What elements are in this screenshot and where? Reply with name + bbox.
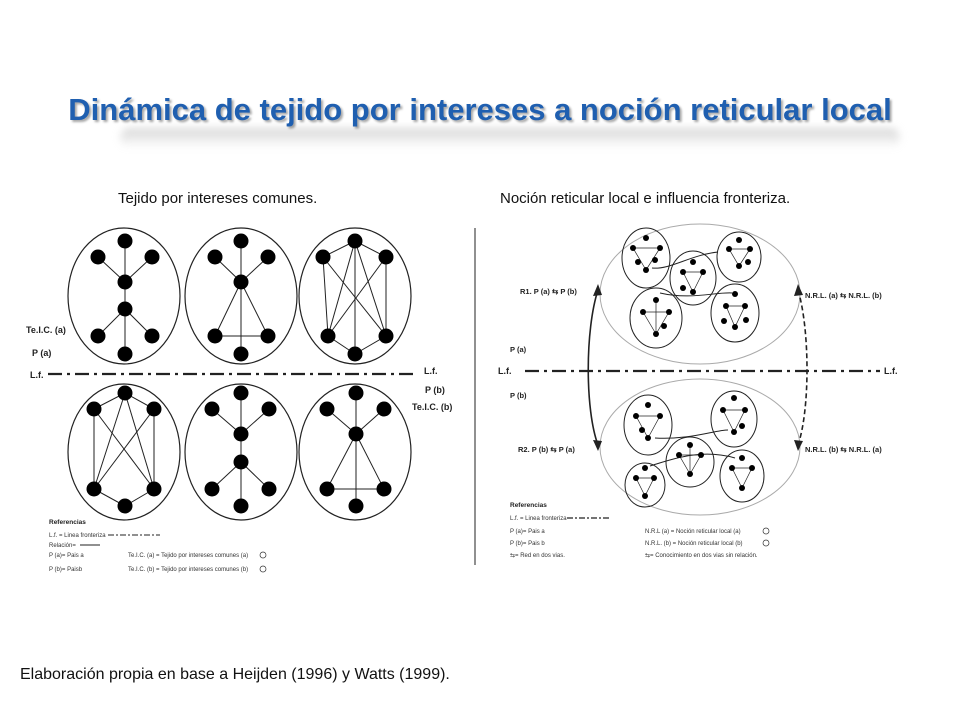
left-network-diagram [48,228,418,520]
left-references [49,519,266,573]
left-label-p-a: P (a) [32,348,52,358]
right-label-r1: R1. P (a) ⇆ P (b) [520,287,577,296]
left-label-lf-right: L.f. [424,366,438,376]
right-ref-line: N.R.L (a) = Noción reticular local (a) [645,529,741,535]
right-label-nrl-bottom: N.R.L. (b) ⇆ N.R.L. (a) [805,445,882,454]
slide-title: Dinámica de tejido por intereses a noción reticular local [68,92,892,127]
right-references-heading: Referencias [510,502,547,509]
left-label-teic-a: Te.I.C. (a) [26,325,66,335]
right-ref-line: ⇆= Red en dos vias. [510,553,565,559]
left-label-p-b: P (b) [425,385,445,395]
left-ref-line: Te.I.C. (b) = Tejido por intereses comunes (b) [128,567,249,573]
right-label-lf-right: L.f. [884,366,898,376]
right-label-lf-left: L.f. [498,366,512,376]
left-ref-line: Te.I.C. (a) = Tejido por intereses comunes (a) [128,553,249,559]
left-ref-line: L.f. = Linea fronteriza [49,533,106,539]
left-ref-line: Relación= [49,543,76,549]
right-ref-line: P (a)= Pais a [510,529,545,535]
right-label-r2: R2. P (b) ⇆ P (a) [518,445,575,454]
left-label-lf-left: L.f. [30,370,44,380]
left-ref-line: P (b)= Paisb [49,567,83,573]
right-ref-line: L.f. = Linea fronteriza [510,516,567,522]
right-subtitle: Noción reticular local e influencia fronteriza. [500,190,791,207]
right-network-diagram [525,224,880,515]
right-label-p-a: P (a) [510,345,527,354]
right-label-nrl-top: N.R.L. (a) ⇆ N.R.L. (b) [805,291,882,300]
source-caption: Elaboración propia en base a Heijden (1996) y Watts (1999). [20,666,450,683]
right-references [510,502,769,559]
left-ref-line: P (a)= Pais a [49,553,84,559]
right-ref-line: ⇆= Conocimiento en dos vias sin relación. [645,553,758,559]
left-label-teic-b: Te.I.C. (b) [412,402,453,412]
right-label-p-b: P (b) [510,391,527,400]
left-references-heading: Referencias [49,519,86,526]
right-nodes [630,235,755,499]
right-ref-line: P (b)= Pais b [510,541,545,547]
left-subtitle: Tejido por intereses comunes. [118,190,318,207]
right-ref-line: N.R.L. (b) = Noción reticular local (b) [645,541,743,547]
